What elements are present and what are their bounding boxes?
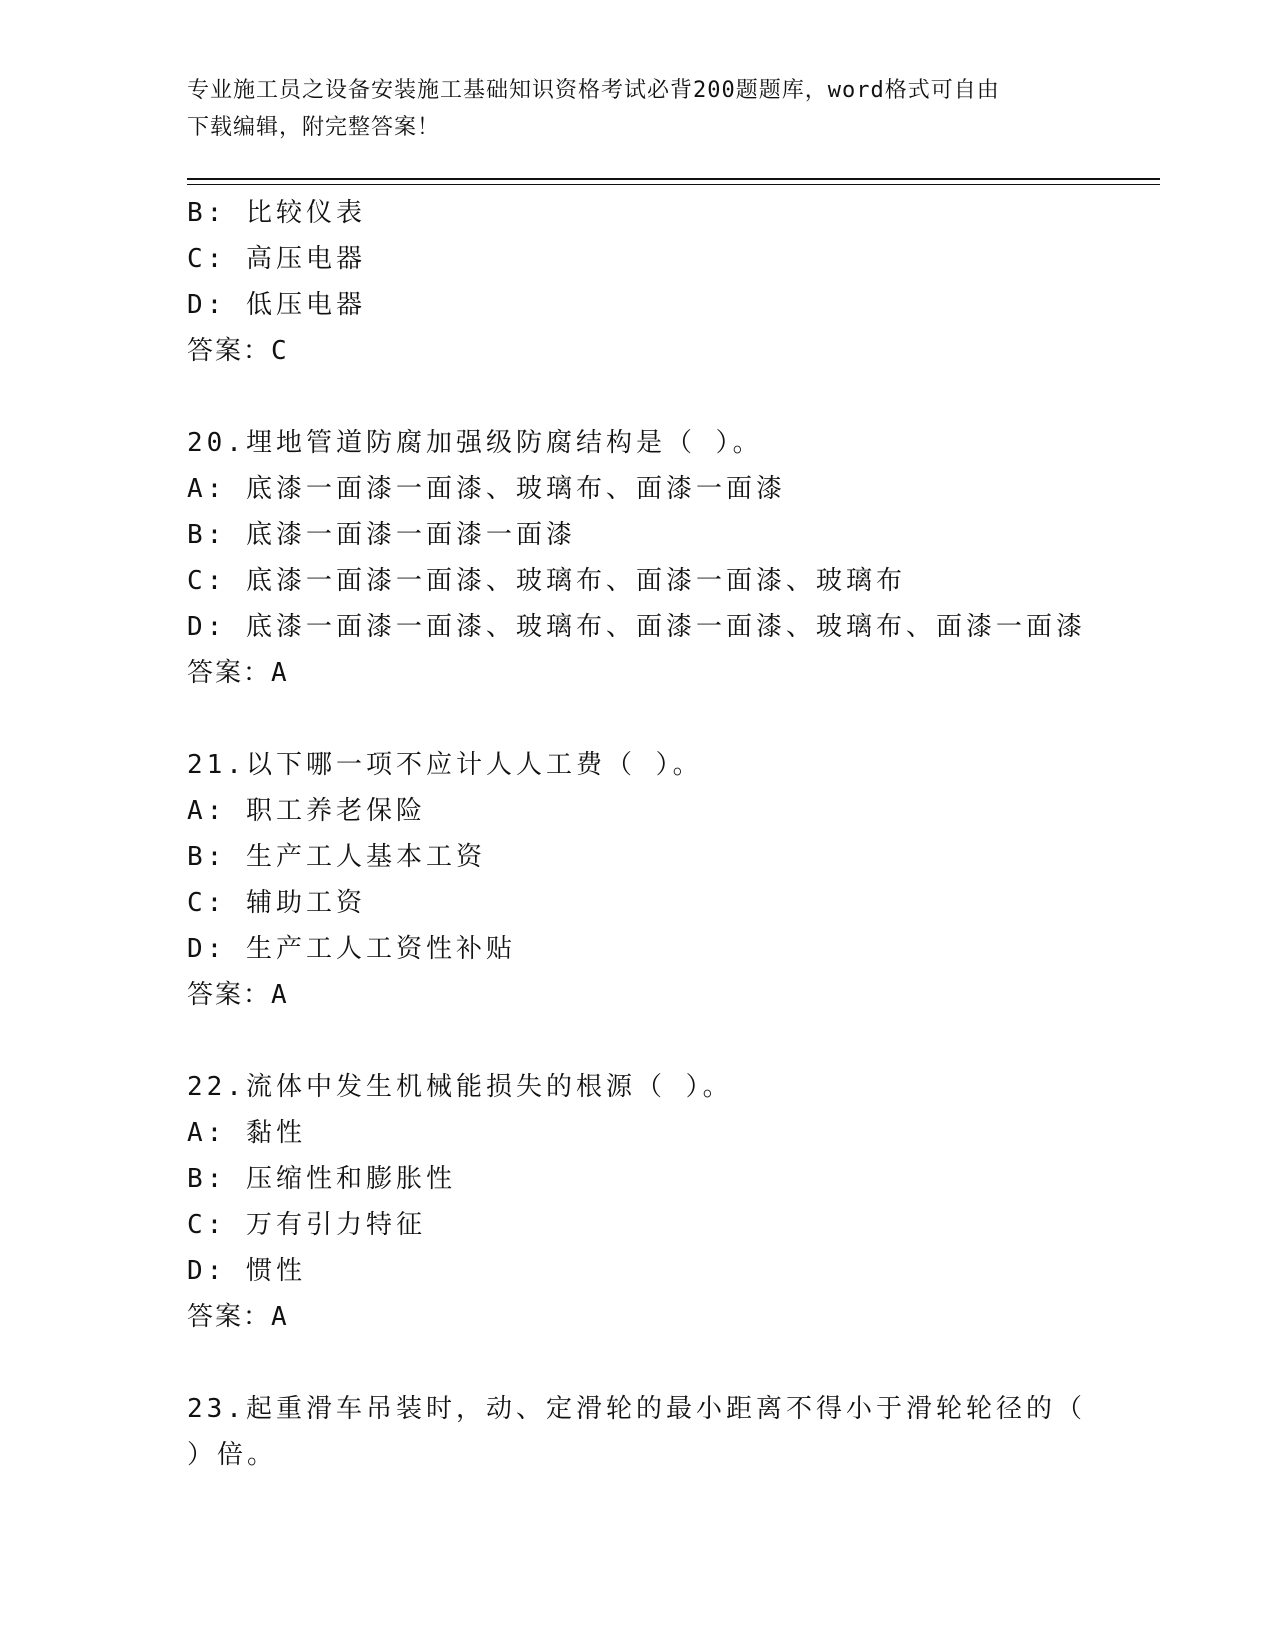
option-b: B: 底漆一面漆一面漆一面漆: [187, 520, 576, 550]
option-d: D: 生产工人工资性补贴: [187, 934, 516, 964]
option-d: D: 惯性: [187, 1256, 306, 1286]
option-c: C: 底漆一面漆一面漆、玻璃布、面漆一面漆、玻璃布: [187, 566, 906, 596]
answer: 答案：C: [187, 336, 289, 366]
option-d: D: 底漆一面漆一面漆、玻璃布、面漆一面漆、玻璃布、面漆一面漆: [187, 612, 1086, 642]
option-a: A: 黏性: [187, 1118, 306, 1148]
option-d: D: 低压电器: [187, 290, 366, 320]
option-a: A: 底漆一面漆一面漆、玻璃布、面漆一面漆: [187, 474, 786, 504]
question-stem: 20.埋地管道防腐加强级防腐结构是（ ）。: [187, 428, 763, 458]
header-divider-thick: [187, 178, 1160, 180]
answer: 答案：A: [187, 980, 289, 1010]
question-stem: 22.流体中发生机械能损失的根源（ ）。: [187, 1072, 733, 1102]
header-line-1: 专业施工员之设备安装施工基础知识资格考试必背200题题库，word格式可自由: [187, 78, 1000, 103]
option-a: A: 职工养老保险: [187, 796, 426, 826]
question-22: [187, 1064, 1087, 1340]
option-c: C: 辅助工资: [187, 888, 366, 918]
header-divider-thin: [187, 184, 1160, 185]
question-stem-line-1: 23.起重滑车吊装时，动、定滑轮的最小距离不得小于滑轮轮径的（: [187, 1394, 1086, 1424]
option-b: B: 比较仪表: [187, 198, 366, 228]
question-stem: 21.以下哪一项不应计人人工费（ ）。: [187, 750, 703, 780]
answer: 答案：A: [187, 1302, 289, 1332]
option-b: B: 生产工人基本工资: [187, 842, 486, 872]
option-c: C: 万有引力特征: [187, 1210, 426, 1240]
answer: 答案：A: [187, 658, 289, 688]
question-21: [187, 742, 1087, 1018]
option-b: B: 压缩性和膨胀性: [187, 1164, 456, 1194]
question-23: [187, 1386, 1087, 1478]
header-line-2: 下载编辑，附完整答案！: [187, 115, 441, 140]
document-header: [187, 72, 1087, 146]
question-19-continued: [187, 190, 1087, 374]
question-list: [187, 190, 1087, 1478]
question-stem-line-2: ）倍。: [187, 1440, 278, 1470]
option-c: C: 高压电器: [187, 244, 366, 274]
question-20: [187, 420, 1087, 696]
